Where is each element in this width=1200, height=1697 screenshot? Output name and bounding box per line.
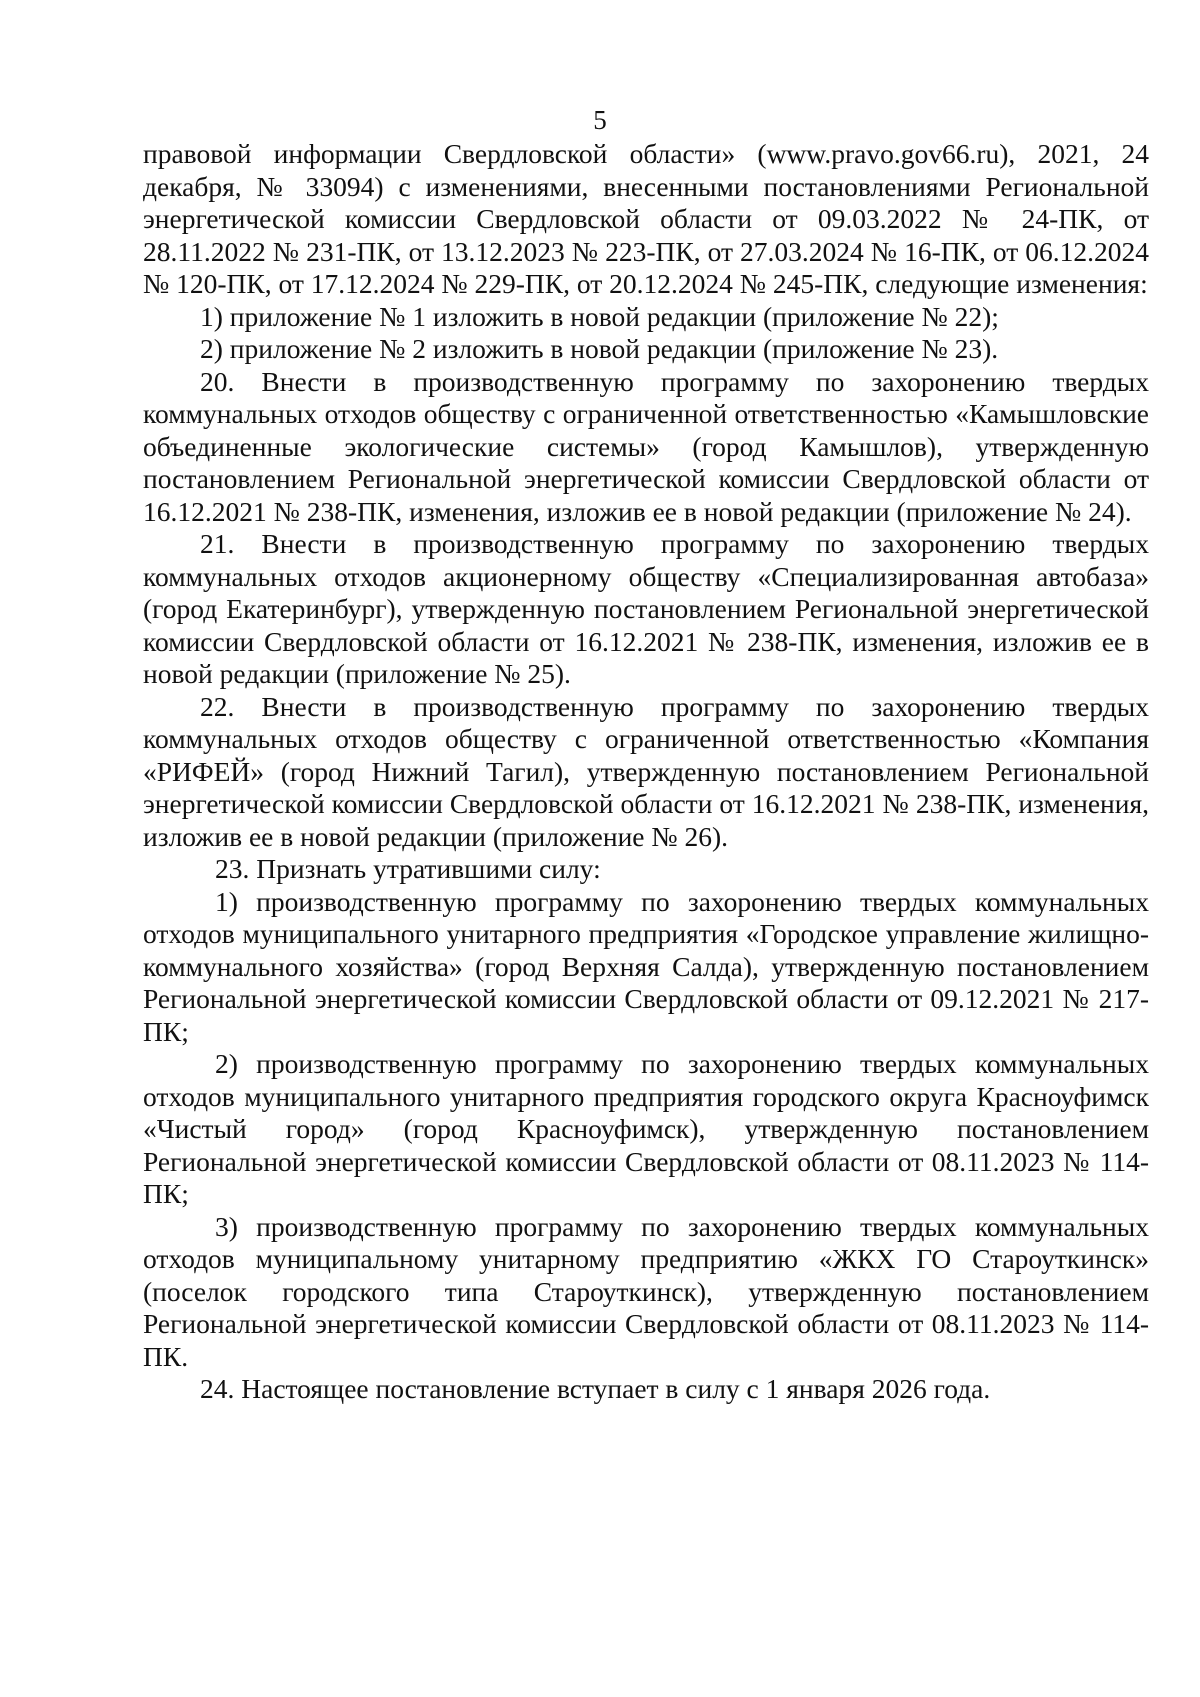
document-body [143, 138, 1149, 1406]
paragraph-item-23: 23. Признать утратившими силу: [215, 853, 601, 884]
paragraph-item-21: 21. Внести в производственную программу по захоронению твердых коммунальных отходов акционерному обществу «Специализированная автобаза» (город Екатеринбург), утвержденную постановлением Региональной энергетической комиссии Свердловской области от 16.12.2021 № 238-ПК, изменения, изложив ее в новой редакции (приложение № 25). [143, 528, 1149, 689]
page-number: 5 [593, 105, 607, 135]
paragraph-continuation: правовой информации Свердловской области» (www.pravo.gov66.ru), 2021, 24 декабря, № 33094) с изменениями, внесенными постановлениями Региональной энергетической комиссии Свердловской области от 09.03.2022 № 24-ПК, от 28.11.2022 № 231-ПК, от 13.12.2023 № 223-ПК, от 27.03.2024 № 16-ПК, от 06.12.2024 № 120-ПК, от 17.12.2024 № 229-ПК, от 20.12.2024 № 245-ПК, следующие изменения: [143, 138, 1149, 299]
list-item-appendix-2: 2) приложение № 2 изложить в новой редакции (приложение № 23). [200, 333, 999, 364]
list-item-repeal-2: 2) производственную программу по захоронению твердых коммунальных отходов муниципального унитарного предприятия городского округа Красноуфимск «Чистый город» (город Красноуфимск), утвержденную постановлением Региональной энергетической комиссии Свердловской области от 08.11.2023 № 114-ПК; [143, 1048, 1149, 1209]
paragraph-item-24: 24. Настоящее постановление вступает в силу с 1 января 2026 года. [200, 1373, 991, 1404]
list-item-repeal-1: 1) производственную программу по захоронению твердых коммунальных отходов муниципального унитарного предприятия «Городское управление жилищно-коммунального хозяйства» (город Верхняя Салда), утвержденную постановлением Региональной энергетической комиссии Свердловской области от 09.12.2021 № 217-ПК; [143, 885, 1149, 1047]
list-item-appendix-1: 1) приложение № 1 изложить в новой редакции (приложение № 22); [200, 300, 999, 332]
paragraph-item-20: 20. Внести в производственную программу по захоронению твердых коммунальных отходов обществу с ограниченной ответственностью «Камышловские объединенные экологические системы» (город Камышлов), утвержденную постановлением Региональной энергетической комиссии Свердловской области от 16.12.2021 № 238-ПК, изменения, изложив ее в новой редакции (приложение № 24). [143, 365, 1149, 527]
list-item-repeal-3: 3) производственную программу по захоронению твердых коммунальных отходов муниципальному унитарному предприятию «ЖКХ ГО Староуткинск» (поселок городского типа Староуткинск), утвержденную постановлением Региональной энергетической комиссии Свердловской области от 08.11.2023 № 114-ПК. [143, 1210, 1149, 1372]
paragraph-item-22: 22. Внести в производственную программу по захоронению твердых коммунальных отходов обществу с ограниченной ответственностью «Компания «РИФЕЙ» (город Нижний Тагил), утвержденную постановлением Региональной энергетической комиссии Свердловской области от 16.12.2021 № 238-ПК, изменения, изложив ее в новой редакции (приложение № 26). [143, 690, 1149, 852]
